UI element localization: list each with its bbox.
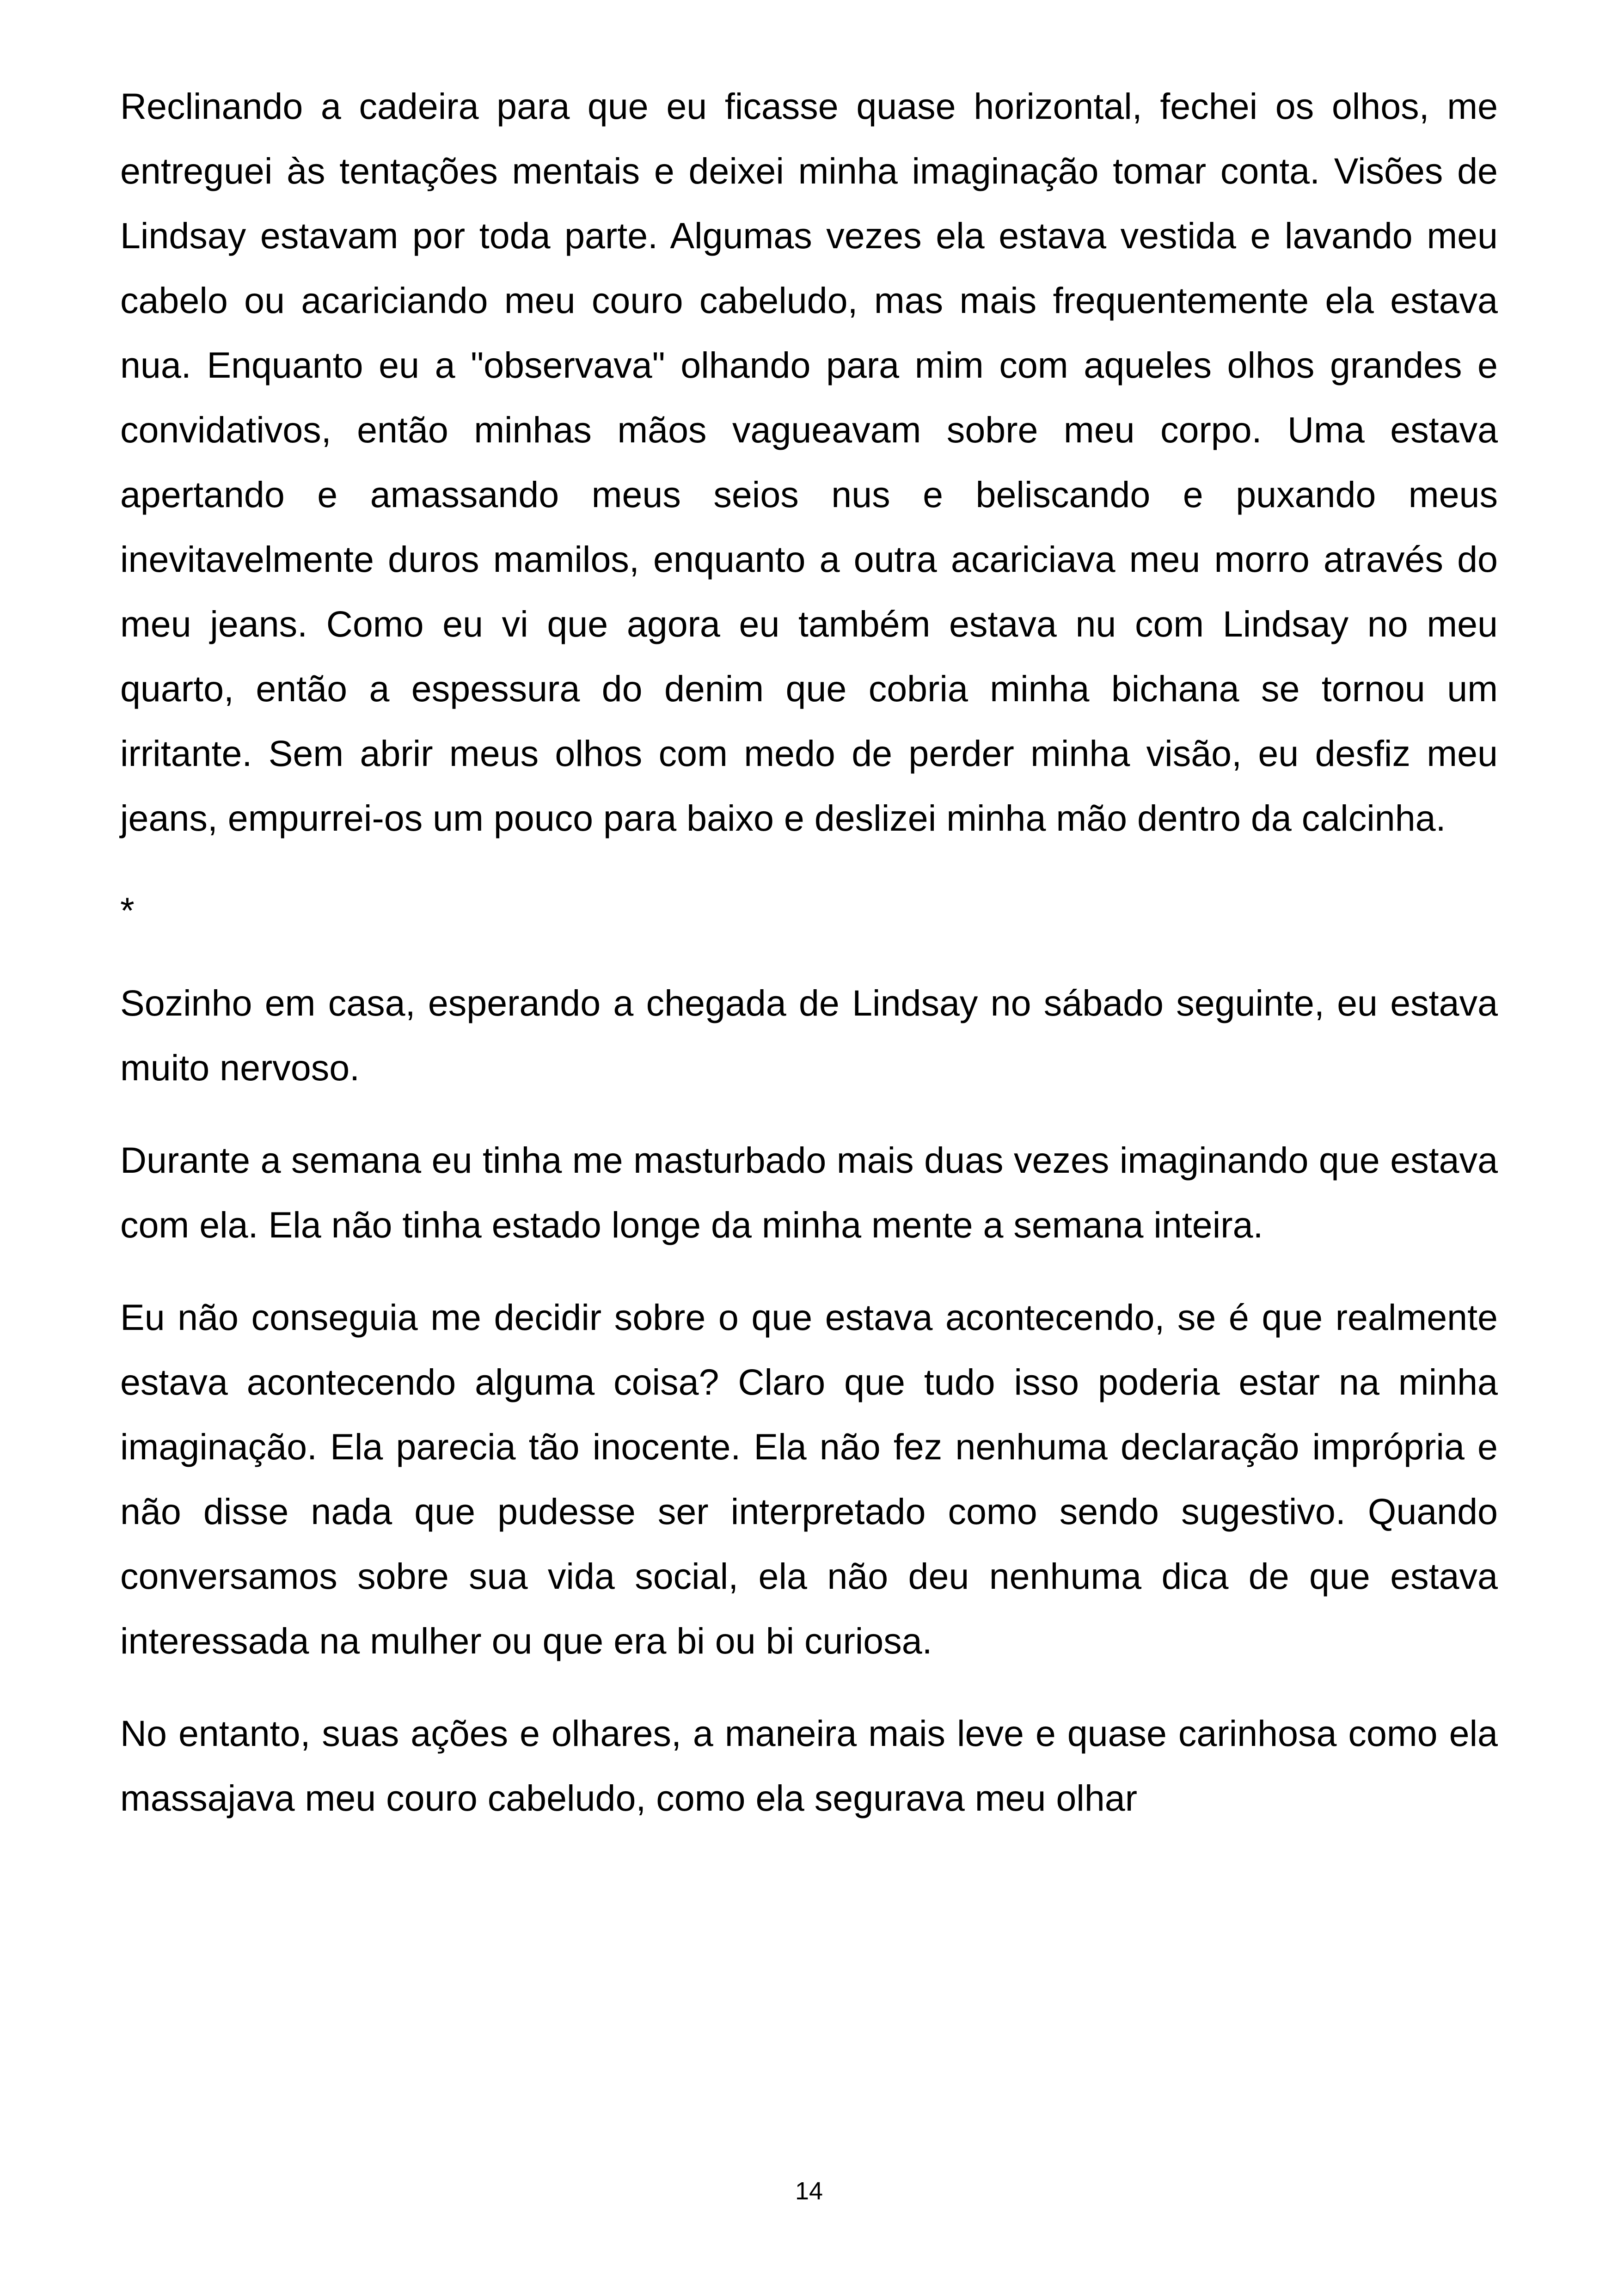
paragraph-3: Durante a semana eu tinha me masturbado mais duas vezes imaginando que estava com ela. Ela não tinha estado longe da minha mente a semana inteira.: [120, 1139, 1498, 1245]
paragraph-2: Sozinho em casa, esperando a chegada de Lindsay no sábado seguinte, eu estava muito nervoso.: [120, 982, 1498, 1088]
section-separator: *: [120, 890, 135, 931]
page-number: 14: [795, 2177, 823, 2205]
paragraph-5: No entanto, suas ações e olhares, a maneira mais leve e quase carinhosa como ela massajava meu couro cabeludo, como ela segurava meu olhar: [120, 1713, 1498, 1818]
paragraph-1: Reclinando a cadeira para que eu ficasse quase horizontal, fechei os olhos, me entreguei às tentações mentais e deixei minha imaginação tomar conta. Visões de Lindsay estavam por toda parte. Algumas vezes ela estava vestida e lavando meu cabelo ou acariciando meu couro cabeludo, mas mais frequentemente ela estava nua. Enquanto eu a "observava" olhando para mim com aqueles olhos grandes e convidativos, então minhas mãos vagueavam sobre meu corpo. Uma estava apertando e amassando meus seios nus e beliscando e puxando meus inevitavelmente duros mamilos, enquanto a outra acariciava meu morro através do meu jeans. Como eu vi que agora eu também estava nu com Lindsay no meu quarto, então a espessura do denim que cobria minha bichana se tornou um irritante. Sem abrir meus olhos com medo de perder minha visão, eu desfiz meu jeans, empurrei-os um pouco para baixo e deslizei minha mão dentro da calcinha.: [120, 86, 1498, 839]
body-text: [120, 74, 1498, 1858]
paragraph-4: Eu não conseguia me decidir sobre o que estava acontecendo, se é que realmente estava acontecendo alguma coisa? Claro que tudo isso poderia estar na minha imaginação. Ela parecia tão inocente. Ela não fez nenhuma declaração imprópria e não disse nada que pudesse ser interpretado como sendo sugestivo. Quando conversamos sobre sua vida social, ela não deu nenhuma dica de que estava interessada na mulher ou que era bi ou bi curiosa.: [120, 1297, 1498, 1661]
